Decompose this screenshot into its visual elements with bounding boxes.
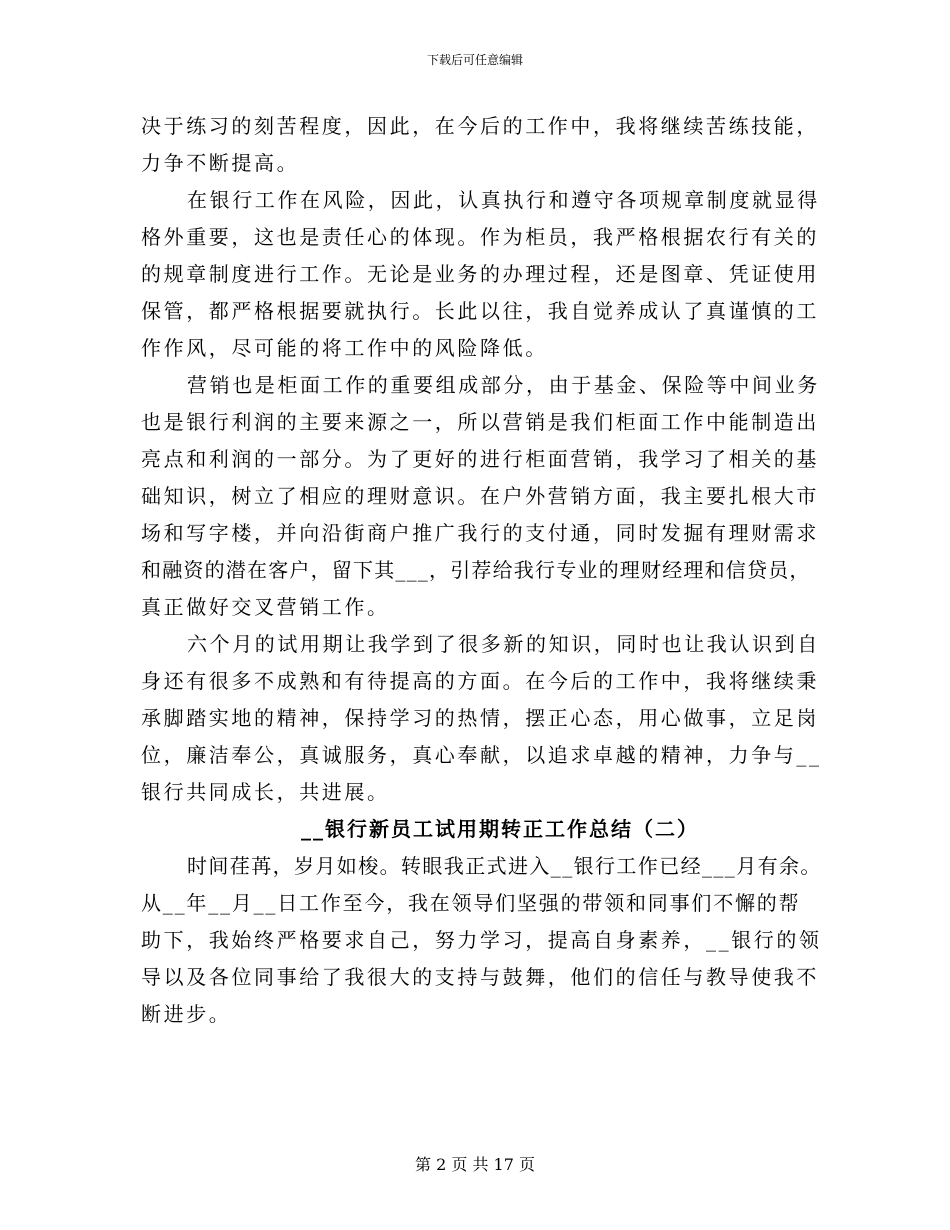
text-line: 身还有很多不成熟和有待提高的方面。在今后的工作中，我将继续秉	[141, 669, 819, 693]
section-heading: __银行新员工试用期转正工作总结（二）	[301, 817, 699, 841]
text-line: 银行共同成长，共进展。	[141, 780, 390, 804]
text-line: 力争不断提高。	[141, 151, 300, 175]
text-line: 亮点和利润的一部分。为了更好的进行柜面营销，我学习了相关的基	[141, 447, 819, 471]
paragraph-first-line: 时间荏苒，岁月如梭。转眼我正式进入__银行工作已经___月有余。	[187, 854, 822, 878]
page-footer: 第 2 页 共 17 页	[415, 1155, 535, 1174]
text-line: 真正做好交叉营销工作。	[141, 595, 390, 619]
text-line: 的规章制度进行工作。无论是业务的办理过程，还是图章、凭证使用	[141, 262, 819, 286]
page-header: 下载后可任意编辑	[426, 53, 523, 67]
text-line: 和融资的潜在客户，留下其___，引荐给我行专业的理财经理和信贷员，	[141, 558, 811, 582]
text-line: 格外重要，这也是责任心的体现。作为柜员，我严格根据农行有关的	[141, 225, 819, 249]
text-line: 导以及各位同事给了我很大的支持与鼓舞，他们的信任与教导使我不	[141, 965, 819, 989]
text-line: 作作风，尽可能的将工作中的风险降低。	[141, 336, 548, 360]
text-line: 助下，我始终严格要求自己，努力学习，提高自身素养，__银行的领	[141, 928, 822, 952]
text-line: 也是银行利润的主要来源之一，所以营销是我们柜面工作中能制造出	[141, 410, 819, 434]
text-line: 决于练习的刻苦程度，因此，在今后的工作中，我将继续苦练技能，	[141, 114, 819, 138]
paragraph-first-line: 六个月的试用期让我学到了很多新的知识，同时也让我认识到自	[187, 632, 820, 656]
text-line: 场和写字楼，并向沿街商户推广我行的支付通，同时发掘有理财需求	[141, 521, 819, 545]
text-line: 从__年__月__日工作至今，我在领导们坚强的带领和同事们不懈的帮	[141, 891, 801, 915]
paragraph-first-line: 营销也是柜面工作的重要组成部分，由于基金、保险等中间业务	[187, 373, 820, 397]
paragraph-first-line: 在银行工作在风险，因此，认真执行和遵守各项规章制度就显得	[187, 188, 820, 212]
text-line: 断进步。	[141, 1002, 232, 1026]
text-line: 保管，都严格根据要就执行。长此以往，我自觉养成认了真谨慎的工	[141, 299, 819, 323]
text-line: 承脚踏实地的精神，保持学习的热情，摆正心态，用心做事，立足岗	[141, 706, 819, 730]
text-line: 位，廉洁奉公，真诚服务，真心奉献，以追求卓越的精神，力争与__	[141, 743, 822, 767]
text-line: 础知识，树立了相应的理财意识。在户外营销方面，我主要扎根大市	[141, 484, 819, 508]
